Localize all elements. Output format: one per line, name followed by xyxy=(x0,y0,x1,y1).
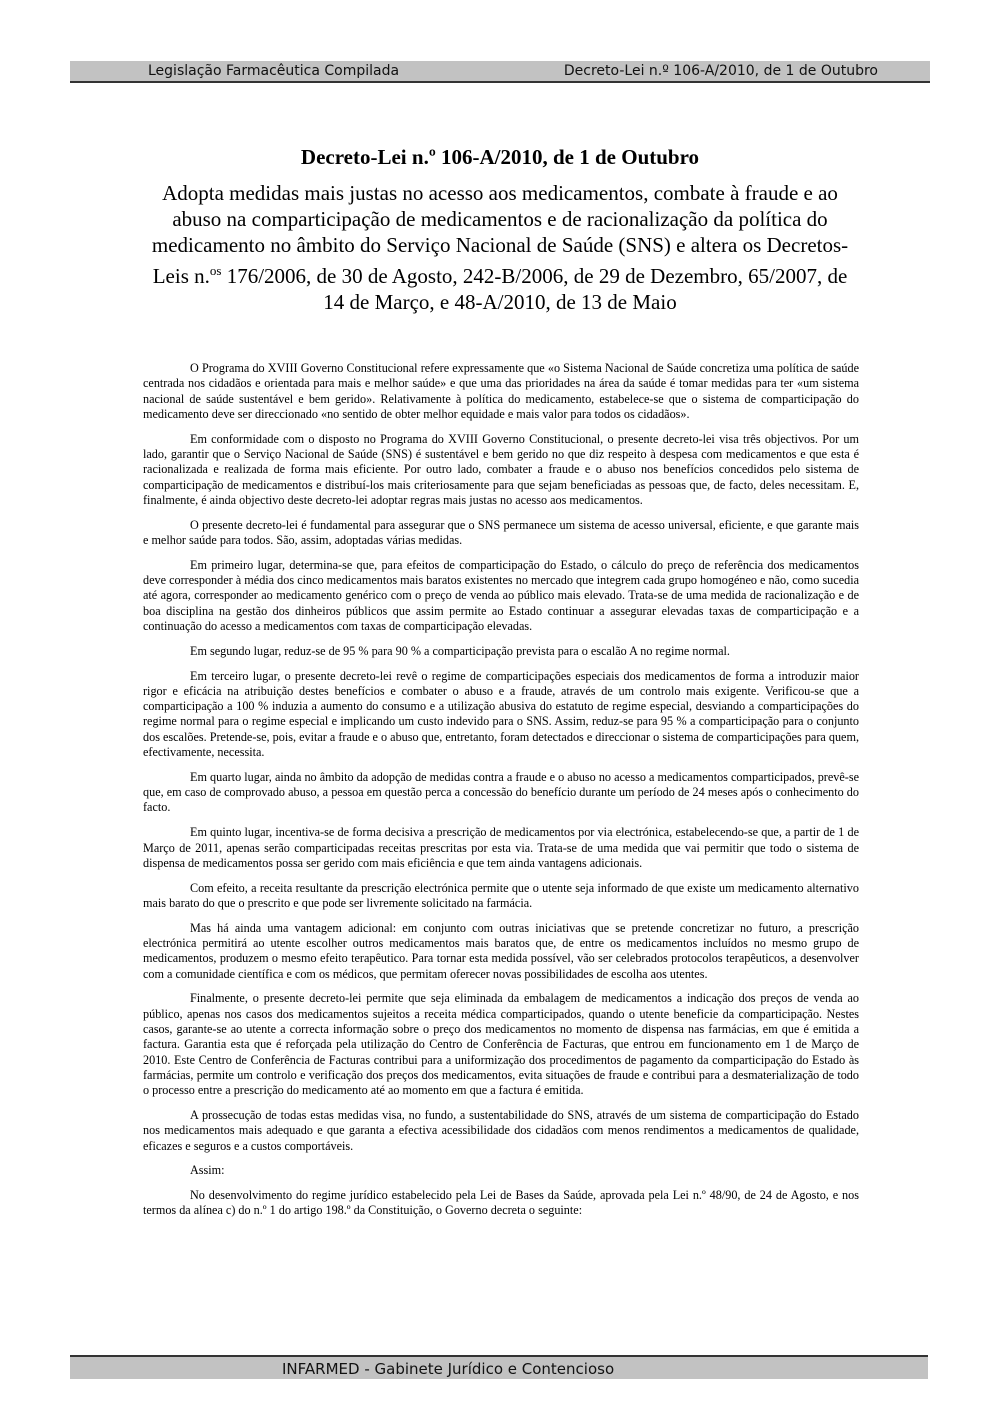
paragraph: No desenvolvimento do regime jurídico estabelecido pela Lei de Bases da Saúde, aprovada pela Lei n.º 48/90, de 24 de Agosto, e nos termos da alínea c) do n.º 1 do artigo 198.º da Constituição, o Governo decreta o seguinte: xyxy=(143,1188,859,1218)
subtitle-text-start: Adopta medidas mais justas no acesso aos medicamentos, combate à fraude e ao abuso na comparticipação de medicamentos e de racionalização da política do medicamento no âmbito do Serviço Nacional de Saúde (SNS) e altera os Decretos-Leis n. xyxy=(151,181,849,288)
footer-department: INFARMED - Gabinete Jurídico e Contencioso xyxy=(282,1360,615,1378)
paragraph: Finalmente, o presente decreto-lei permite que seja eliminada da embalagem de medicamentos a indicação dos preços de venda ao público, apenas nos casos dos medicamentos sujeitos a receita médica comparticipados, quando o utente beneficie da comparticipação. Nestes casos, garante-se ao utente a correcta informação sobre o preço dos medicamentos no momento de dispensa nas farmácias, em que é emitida a factura. Garantia esta que é reforçada pela utilização do Centro de Conferência de Facturas, que entrou em funcionamento em 1 de Março de 2010. Este Centro de Conferência de Facturas contribui para a uniformização dos procedimentos de pagamento da comparticipação do Estado às farmácias, permite um controlo e verificação dos preços dos medicamentos, evita situações de fraude e contribui para a desmaterialização de todo o processo entre a prescrição do medicamento até ao momento em que a factura é emitida. xyxy=(143,991,859,1098)
paragraph: Em quarto lugar, ainda no âmbito da adopção de medidas contra a fraude e o abuso no acesso a medicamentos comparticipados, prevê-se que, em caso de comprovado abuso, a pessoa em questão perca a concessão do benefício durante um período de 24 meses após o conhecimento do facto. xyxy=(143,769,859,815)
paragraph: A prossecução de todas estas medidas visa, no fundo, a sustentabilidade do SNS, através de um sistema de comparticipação do Estado nos medicamentos mais adequado e que garanta a efectiva acessibilidade dos cidadãos com menos rendimentos a medicamentos de qualidade, eficazes e seguros e a custos comportáveis. xyxy=(143,1107,859,1153)
paragraph: Assim: xyxy=(190,1163,225,1178)
subtitle-text-end: 176/2006, de 30 de Agosto, 242-B/2006, de 29 de Dezembro, 65/2007, de 14 de Março, e 48-A/2010, de 13 de Maio xyxy=(221,264,848,314)
paragraph: Mas há ainda uma vantagem adicional: em conjunto com outras iniciativas que se pretende concretizar no futuro, a prescrição electrónica permitirá ao utente escolher outros medicamentos mais baratos que, de entre os medicamentos incluídos no mesmo grupo de medicamentos, produzem o mesmo efeito terapêutico. Para tornar esta medida possível, vão ser celebrados protocolos terapêuticos, a desenvolver com a comunidade científica e com os médicos, que permitam oferecer novas possibilidades de escolha aos utentes. xyxy=(143,920,859,981)
page-footer xyxy=(70,1355,928,1379)
paragraph: Em segundo lugar, reduz-se de 95 % para 90 % a comparticipação prevista para o escalão A no regime normal. xyxy=(190,643,730,658)
paragraph: O presente decreto-lei é fundamental para assegurar que o SNS permanece um sistema de acesso universal, eficiente, e que garante mais e melhor saúde para todos. São, assim, adoptadas várias medidas. xyxy=(143,517,859,547)
page-header xyxy=(70,61,930,83)
header-publication-title: Legislação Farmacêutica Compilada xyxy=(148,63,400,79)
paragraph: Com efeito, a receita resultante da prescrição electrónica permite que o utente seja informado de que existe um medicamento alternativo mais barato do que o prescrito e que pode ser livremente solicitado na farmácia. xyxy=(143,880,859,910)
subtitle-superscript: os xyxy=(209,263,222,278)
paragraph: Em conformidade com o disposto no Programa do XVIII Governo Constitucional, o presente decreto-lei visa três objectivos. Por um lado, garantir que o Serviço Nacional de Saúde (SNS) é sustentável e bem gerido no que diz respeito à despesa com medicamentos e que esta é racionalizada e realizada de forma mais eficiente. Por outro lado, combater a fraude e o abuso nos benefícios concedidos pelo sistema de comparticipação de medicamentos e distribuí-los mais criteriosamente para que sejam beneficiadas as pessoas que, de facto, deles necessitam. E, finalmente, é ainda objectivo deste decreto-lei adoptar regras mais justas no acesso aos medicamentos. xyxy=(143,431,859,507)
header-decree-reference: Decreto-Lei n.º 106-A/2010, de 1 de Outubro xyxy=(563,63,878,79)
document-subtitle xyxy=(140,180,860,315)
paragraph: Em terceiro lugar, o presente decreto-lei revê o regime de comparticipações especiais dos medicamentos de forma a introduzir maior rigor e eficácia na atribuição destes benefícios e combater o abuso e a fraude, através de um controlo mais exigente. Verificou-se que a comparticipação a 100 % induzia a aumento do consumo e a utilização abusiva do estatuto de regime especial, desviando a comparticipações do regime normal para o regime especial e implicando um custo indevido para o SNS. Assim, reduz-se para 95 % a comparticipação para o conjunto dos escalões. Pretende-se, pois, evitar a fraude e o abuso que, entretanto, foram detectados e direccionar o sistema de comparticipações para quem, efectivamente, necessita. xyxy=(143,668,859,760)
paragraph: Em primeiro lugar, determina-se que, para efeitos de comparticipação do Estado, o cálculo do preço de referência dos medicamentos deve corresponder à média dos cinco medicamentos mais baratos existentes no mercado que integrem cada grupo homogéneo e não, como sucedia até agora, corresponder ao medicamento genérico com o preço de venda ao público mais elevado. Trata-se de uma medida de racionalização e de boa disciplina na gestão dos dinheiros públicos que assim permite ao Estado continuar a assegurar elevadas taxas de comparticipação e a continuação do acesso a medicamentos com taxas de comparticipação elevadas. xyxy=(143,557,859,633)
preamble-body xyxy=(143,361,859,1228)
paragraph: Em quinto lugar, incentiva-se de forma decisiva a prescrição de medicamentos por via electrónica, estabelecendo-se que, a partir de 1 de Março de 2011, apenas serão comparticipadas receitas prescritas por esta via. Trata-se de uma medida que vai permitir que todo o sistema de dispensa de medicamentos possa ser gerido com mais eficiência e que tem ainda vantagens adicionais. xyxy=(143,825,859,870)
paragraph: O Programa do XVIII Governo Constitucional refere expressamente que «o Sistema Nacional de Saúde concretiza uma política de saúde centrada nos cidadãos e orientada para mais e melhor saúde» e que uma das prioridades na área da saúde é tomar medidas para ter «um sistema nacional de saúde sustentável e bem gerido». Relativamente à política do medicamento, estabelece-se que o sistema de comparticipação do medicamento deve ser direccionado «no sentido de obter melhor equidade e mais valor para todos os cidadãos». xyxy=(143,361,859,421)
document-title: Decreto-Lei n.º 106-A/2010, de 1 de Outubro xyxy=(300,145,700,169)
